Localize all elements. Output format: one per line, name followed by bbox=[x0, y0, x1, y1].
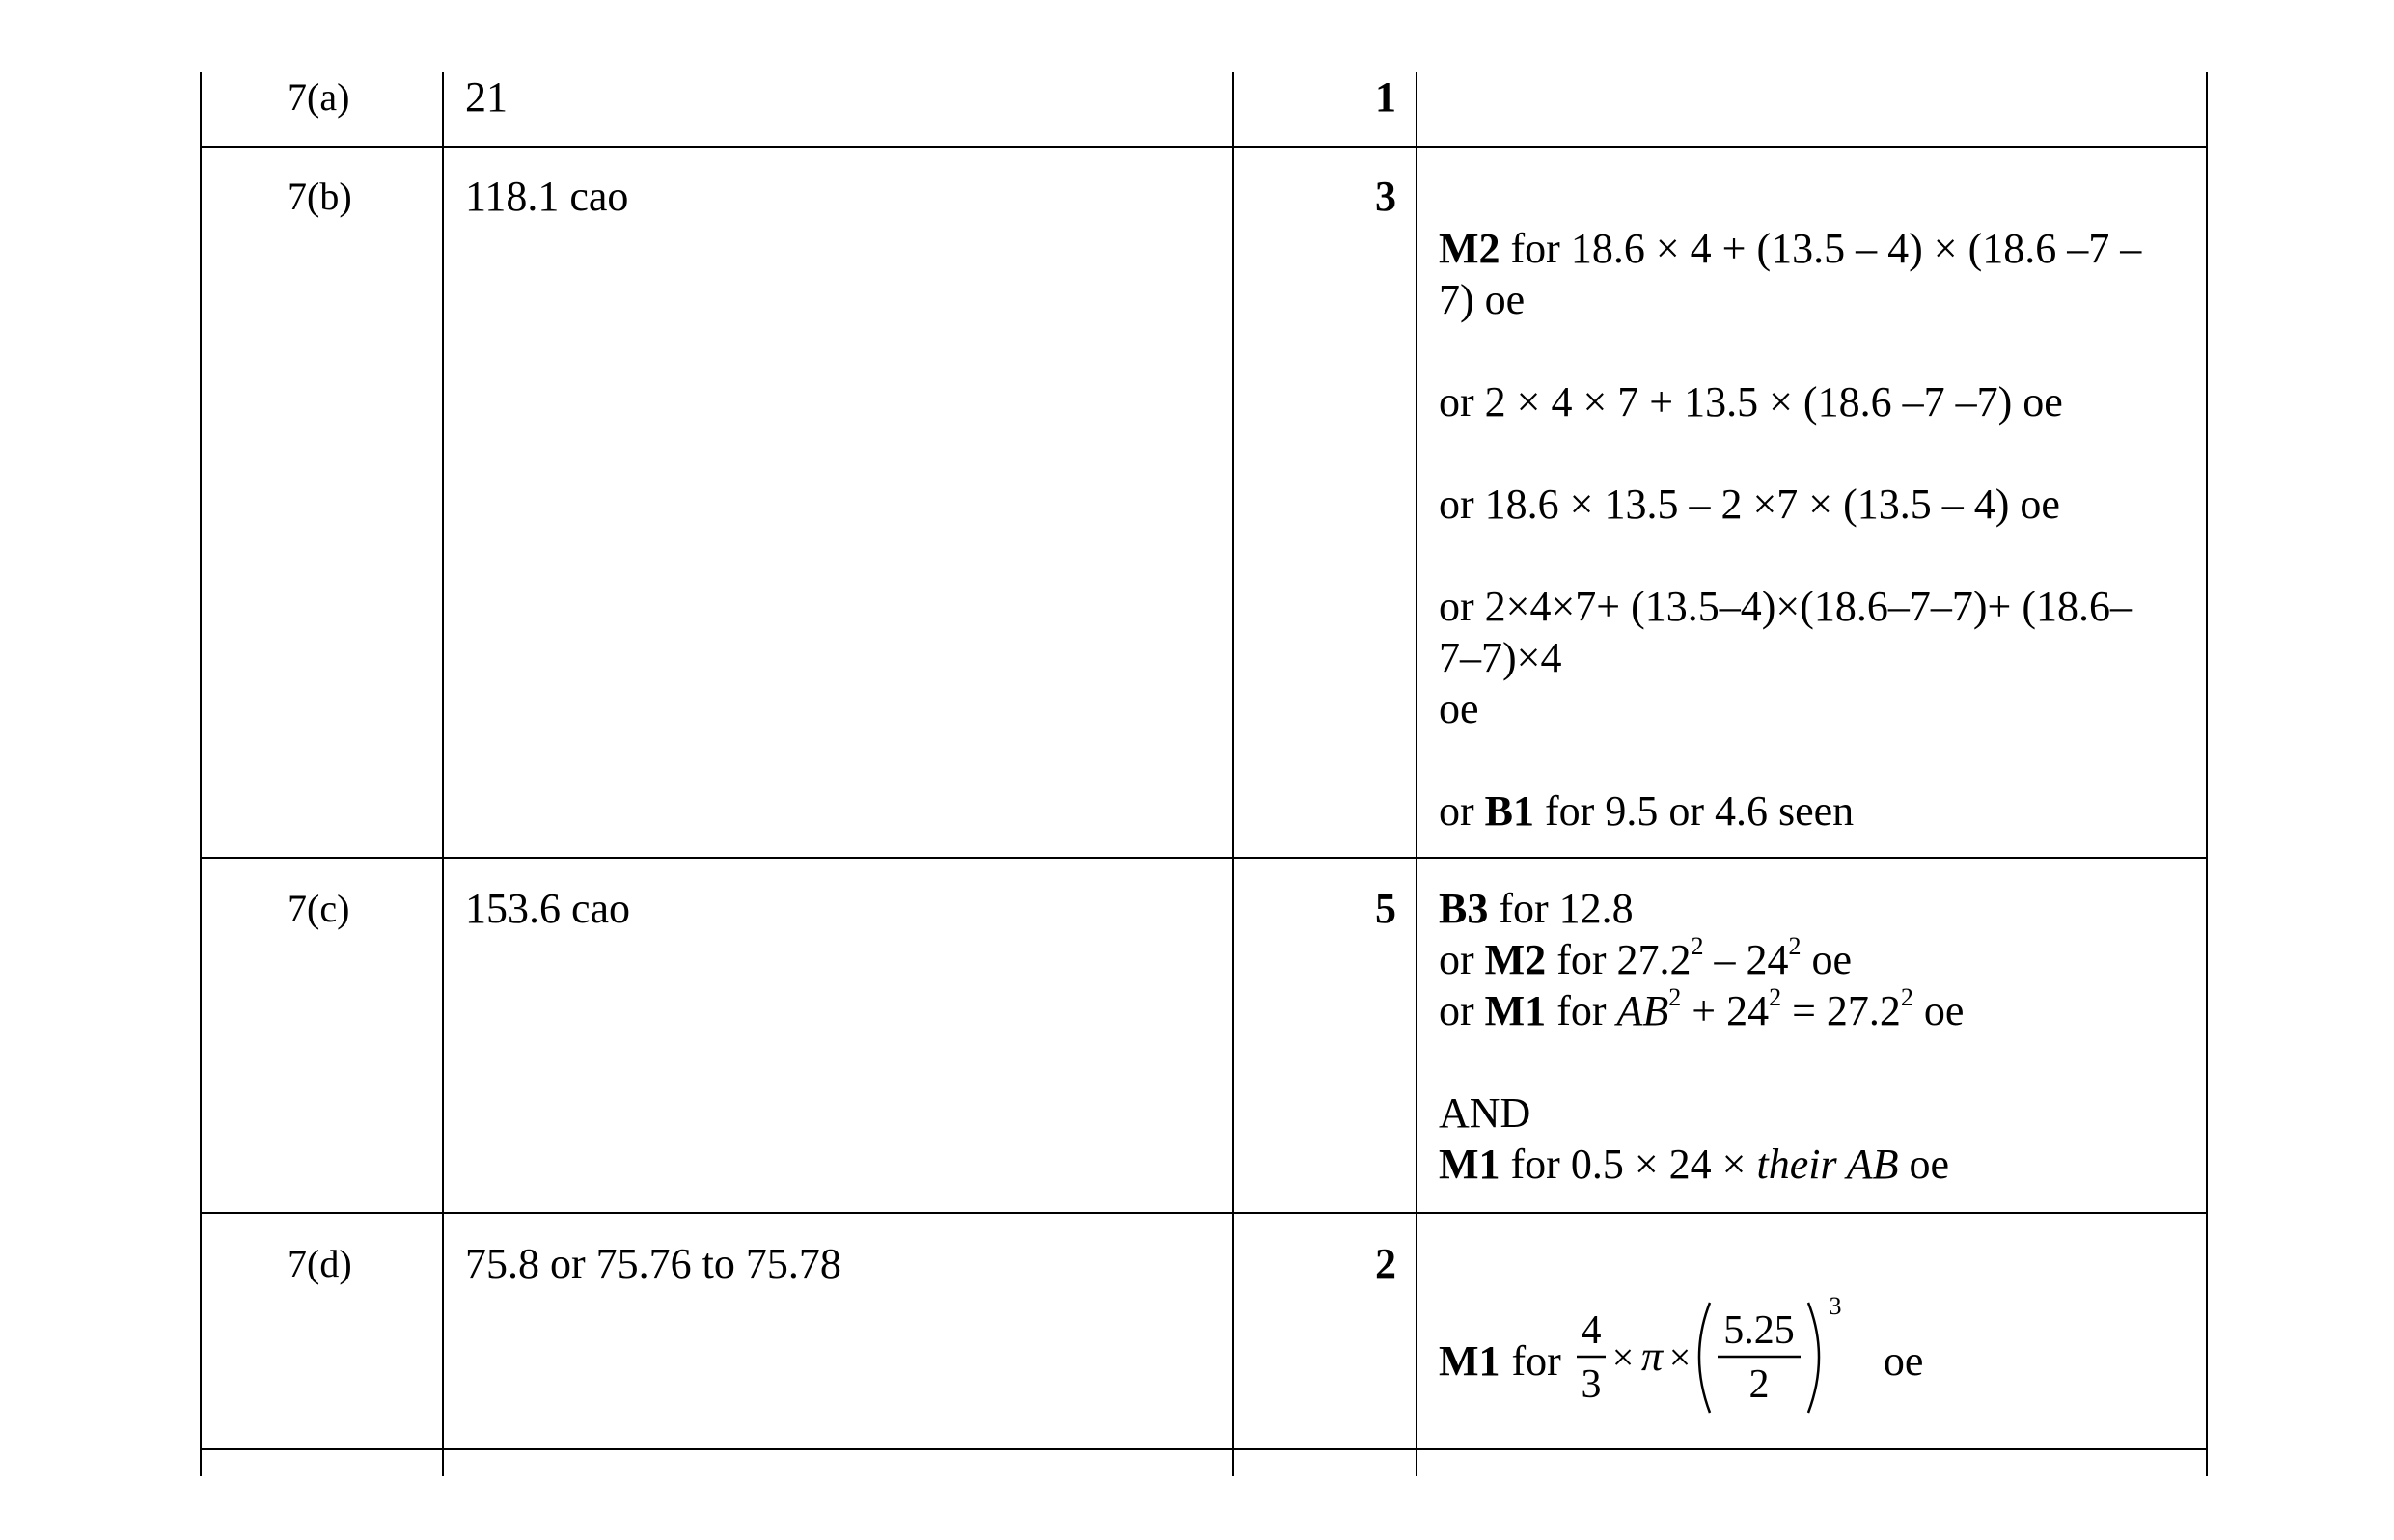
mark-cell: 2 bbox=[1375, 1240, 1396, 1287]
pi-symbol: π bbox=[1640, 1333, 1663, 1380]
close-parenthesis bbox=[1808, 1303, 1819, 1413]
fraction-denominator: 3 bbox=[1581, 1362, 1602, 1407]
guidance-text: + 24 bbox=[1681, 987, 1770, 1034]
guidance-line: oe bbox=[1439, 685, 1479, 732]
guidance-line: AND bbox=[1439, 1089, 1531, 1137]
guidance-text: for 0.5 × 24 × bbox=[1500, 1141, 1757, 1188]
question-number: 7(a) bbox=[288, 75, 350, 119]
mark-code: M1 bbox=[1439, 1141, 1500, 1188]
mark-code: B3 bbox=[1439, 885, 1489, 932]
guidance-line bbox=[1439, 934, 2182, 985]
guidance-text: for bbox=[1546, 987, 1617, 1034]
guidance-text: or bbox=[1439, 936, 1485, 983]
exponent: 2 bbox=[1691, 932, 1704, 961]
mark-code: M1 bbox=[1439, 1336, 1500, 1385]
fraction-numerator: 4 bbox=[1581, 1308, 1602, 1353]
mark-cell: 5 bbox=[1375, 885, 1396, 932]
guidance-line: or 2 × 4 × 7 + 13.5 × (18.6 –7 –7) oe bbox=[1439, 378, 2063, 426]
mark-code: M2 bbox=[1439, 225, 1500, 272]
fraction-numerator: 5.25 bbox=[1723, 1308, 1795, 1353]
variable: AB bbox=[1616, 987, 1669, 1034]
exponent: 2 bbox=[1900, 983, 1913, 1012]
guidance-text: or bbox=[1439, 787, 1485, 835]
mark-cell: 3 bbox=[1375, 173, 1396, 220]
guidance-text: for 12.8 bbox=[1488, 885, 1634, 932]
question-number: 7(b) bbox=[288, 175, 352, 218]
guidance-line bbox=[1439, 985, 2182, 1036]
guidance-text: oe bbox=[1883, 1336, 1924, 1385]
answer-cell: 75.8 or 75.76 to 75.78 bbox=[465, 1240, 841, 1287]
times-sign: × bbox=[1611, 1335, 1635, 1379]
variable: their AB bbox=[1756, 1141, 1899, 1188]
sphere-volume-formula bbox=[1573, 1293, 1872, 1428]
guidance-cell bbox=[1439, 223, 2182, 837]
exponent: 2 bbox=[1668, 983, 1682, 1012]
guidance-text: for 9.5 or 4.6 seen bbox=[1534, 787, 1855, 835]
guidance-line: or 18.6 × 13.5 – 2 ×7 × (13.5 – 4) oe bbox=[1439, 481, 2060, 528]
open-parenthesis bbox=[1699, 1303, 1710, 1413]
mark-cell: 1 bbox=[1375, 73, 1396, 121]
guidance-text: or bbox=[1439, 987, 1485, 1034]
answer-cell: 153.6 cao bbox=[465, 885, 631, 932]
guidance-line: or 2×4×7+ (13.5–4)×(18.6–7–7)+ (18.6– bbox=[1439, 583, 2132, 630]
question-number: 7(c) bbox=[288, 887, 350, 930]
guidance-text: for bbox=[1511, 1336, 1561, 1385]
times-sign: × bbox=[1668, 1335, 1692, 1379]
guidance-line bbox=[1439, 785, 2182, 837]
guidance-text: – 24 bbox=[1703, 936, 1789, 983]
guidance-text: for 27.2 bbox=[1546, 936, 1692, 983]
exponent: 3 bbox=[1829, 1293, 1842, 1320]
guidance-line bbox=[1439, 223, 2182, 274]
mark-code: M1 bbox=[1484, 987, 1547, 1034]
guidance-text: = 27.2 bbox=[1781, 987, 1901, 1034]
guidance-line: 7–7)×4 bbox=[1439, 634, 1562, 681]
guidance-text: for 18.6 × 4 + (13.5 – 4) × (18.6 –7 – bbox=[1500, 225, 2142, 272]
guidance-text: oe bbox=[1912, 987, 1965, 1034]
guidance-text: oe bbox=[1801, 936, 1853, 983]
exponent: 2 bbox=[1788, 932, 1802, 961]
guidance-line bbox=[1439, 1139, 2182, 1190]
mark-code: M2 bbox=[1484, 936, 1547, 983]
mark-code: B1 bbox=[1484, 787, 1535, 835]
answer-cell: 21 bbox=[465, 73, 508, 121]
guidance-cell bbox=[1439, 883, 2182, 1190]
guidance-line: 7) oe bbox=[1439, 276, 1526, 323]
guidance-text: oe bbox=[1898, 1141, 1950, 1188]
exponent: 2 bbox=[1769, 983, 1782, 1012]
guidance-line bbox=[1439, 1293, 1923, 1428]
guidance-cell bbox=[1439, 1293, 1923, 1428]
answer-cell: 118.1 cao bbox=[465, 173, 629, 220]
question-number: 7(d) bbox=[288, 1242, 352, 1285]
guidance-line bbox=[1439, 883, 2182, 934]
fraction-denominator: 2 bbox=[1748, 1362, 1770, 1407]
